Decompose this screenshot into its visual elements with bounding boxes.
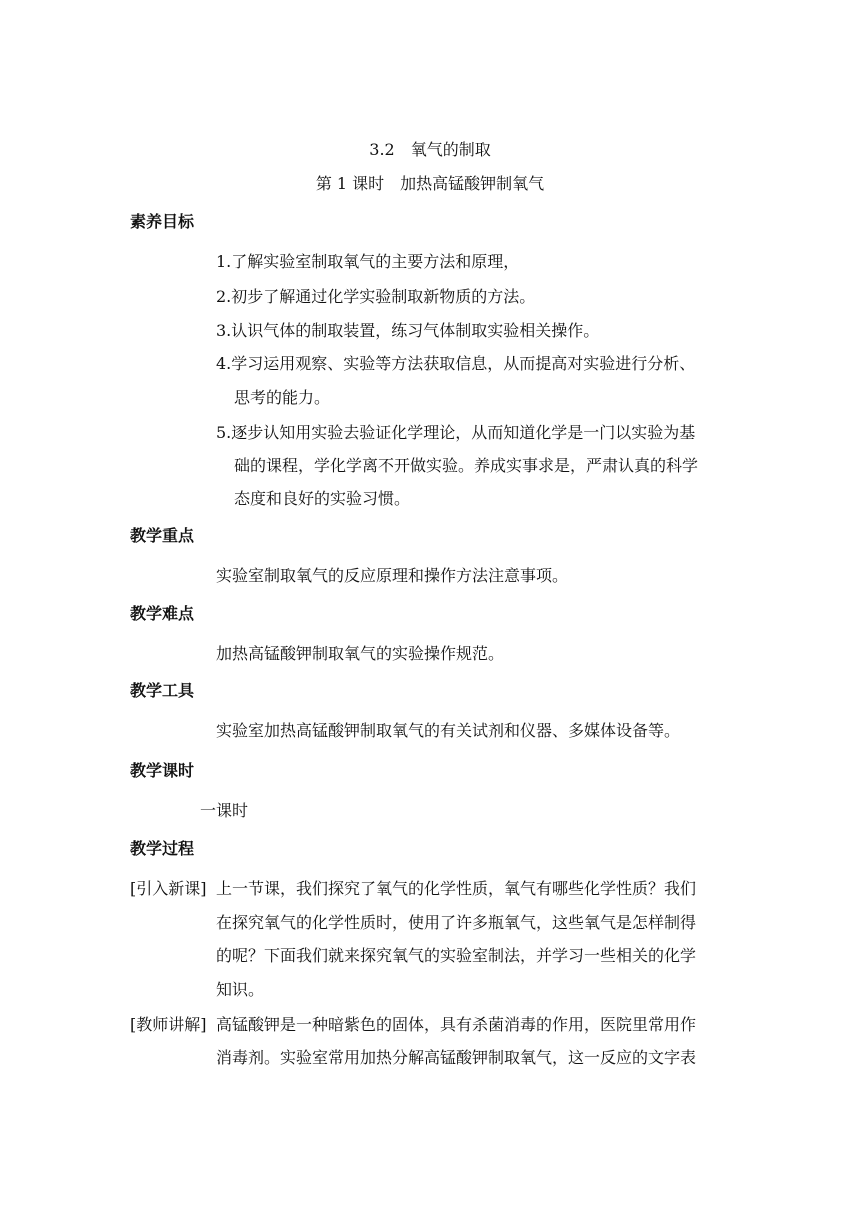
- section-heading-difficulties: 教学难点: [130, 604, 195, 623]
- difficulties-text: 加热高锰酸钾制取氧气的实验操作规范。: [216, 644, 505, 663]
- section-heading-hours: 教学课时: [130, 761, 195, 780]
- goal-item-5-line-3: 态度和良好的实验习惯。: [234, 489, 411, 508]
- section-heading-process: 教学过程: [130, 839, 195, 858]
- section-heading-key-points: 教学重点: [130, 526, 195, 545]
- key-points-text: 实验室制取氧气的反应原理和操作方法注意事项。: [216, 566, 569, 585]
- goal-item-1: 1.了解实验室制取氧气的主要方法和原理，: [216, 252, 520, 271]
- hours-text: 一课时: [200, 801, 249, 820]
- intro-line-1: 上一节课，我们探究了氧气的化学性质，氧气有哪些化学性质？我们: [216, 879, 697, 898]
- document-subtitle: 第 1 课时 加热高锰酸钾制氧气: [315, 174, 545, 193]
- tools-text: 实验室加热高锰酸钾制取氧气的有关试剂和仪器、多媒体设备等。: [216, 721, 681, 740]
- intro-line-2: 在探究氧气的化学性质时，使用了许多瓶氧气，这些氧气是怎样制得: [216, 913, 697, 932]
- goal-item-2: 2.初步了解通过化学实验制取新物质的方法。: [216, 287, 536, 306]
- goal-item-5-line-2: 础的课程，学化学离不开做实验。养成实事求是，严肃认真的科学: [234, 456, 699, 475]
- document-title: 3.2 氧气的制取: [369, 140, 491, 159]
- goal-item-5-line-1: 5.逐步认知用实验去验证化学理论，从而知道化学是一门以实验为基: [216, 423, 696, 442]
- goal-item-4-line-1: 4.学习运用观察、实验等方法获取信息，从而提高对实验进行分析、: [216, 354, 696, 373]
- intro-line-4: 知识。: [216, 980, 265, 999]
- teacher-line-2: 消毒剂。实验室常用加热分解高锰酸钾制取氧气，这一反应的文字表: [216, 1048, 697, 1067]
- goal-item-4-line-2: 思考的能力。: [234, 388, 331, 407]
- teacher-line-1: 高锰酸钾是一种暗紫色的固体，具有杀菌消毒的作用，医院里常用作: [216, 1015, 697, 1034]
- teacher-label: [教师讲解]: [130, 1015, 207, 1034]
- section-heading-tools: 教学工具: [130, 681, 195, 700]
- section-heading-goals: 素养目标: [130, 212, 195, 231]
- intro-label: [引入新课]: [130, 879, 207, 898]
- goal-item-3: 3.认识气体的制取装置，练习气体制取实验相关操作。: [216, 321, 600, 340]
- intro-line-3: 的呢？下面我们就来探究氧气的实验室制法，并学习一些相关的化学: [216, 946, 697, 965]
